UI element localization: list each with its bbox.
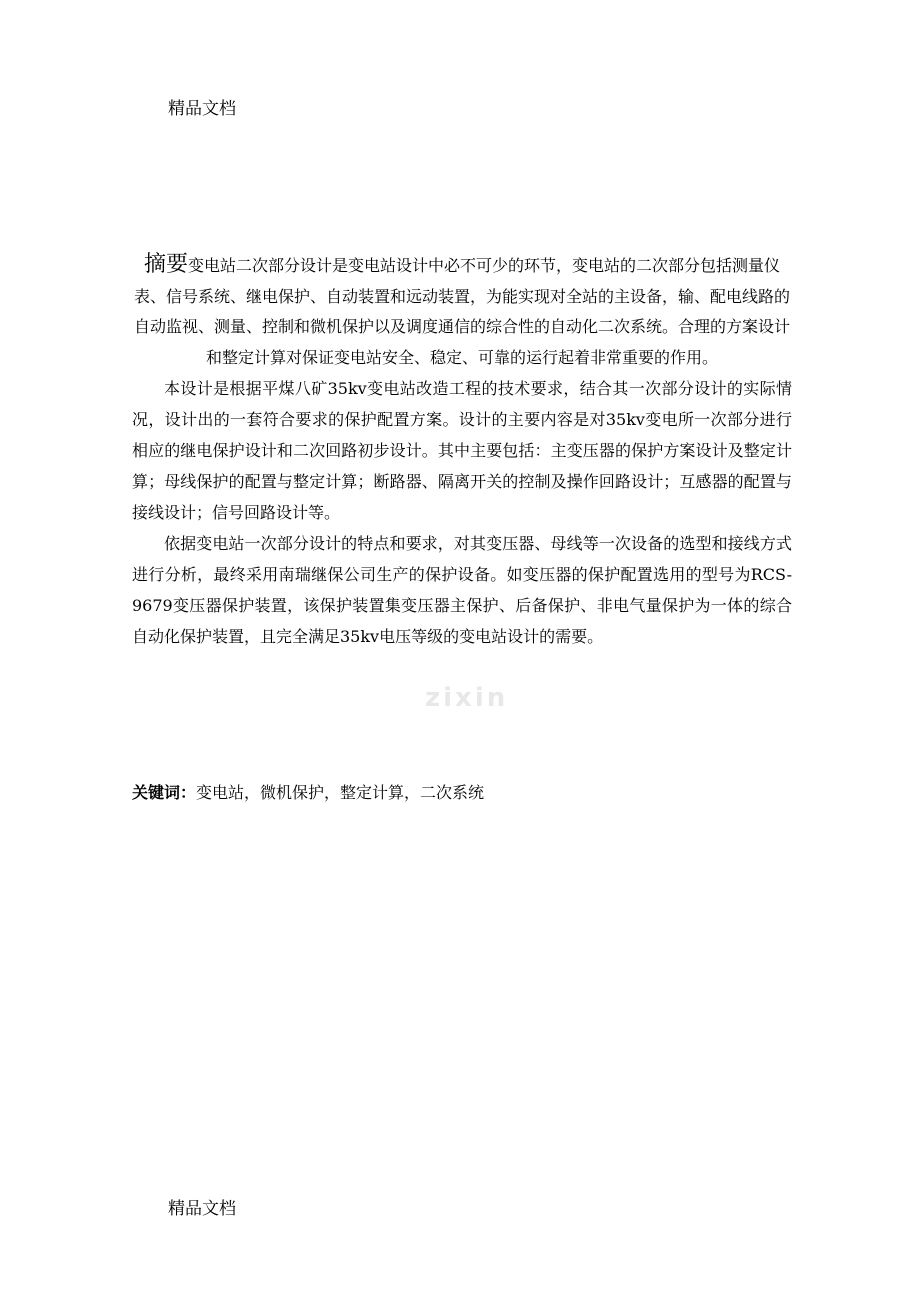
abstract-section	[132, 250, 792, 652]
keywords-line	[132, 780, 484, 806]
abstract-paragraph-1: 本设计是根据平煤八矿35kv变电站改造工程的技术要求，结合其一次部分设计的实际情况，设计出的一套符合要求的保护配置方案。设计的主要内容是对35kv变电所一次部分进行相应的继电保护设计和二次回路初步设计。其中主要包括：主变压器的保护方案设计及整定计算；母线保护的配置与整定计算；断路器、隔离开关的控制及操作回路设计；互感器的配置与接线设计；信号回路设计等。	[132, 379, 792, 522]
footer-watermark-text: 精品文档	[168, 1199, 236, 1219]
background-watermark: zixin	[425, 683, 509, 713]
abstract-intro-block	[132, 250, 792, 373]
keywords-label: 关键词：	[132, 783, 197, 802]
abstract-intro-text: 变电站二次部分设计是变电站设计中必不可少的环节，变电站的二次部分包括测量仪表、信号系统、继电保护、自动装置和远动装置，为能实现对全站的主设备，输、配电线路的自动监视、测量、控制和微机保护以及调度通信的综合性的自动化二次系统。合理的方案设计和整定计算对保证变电站安全、稳定、可靠的运行起着非常重要的作用。	[133, 256, 790, 367]
abstract-paragraph-2: 依据变电站一次部分设计的特点和要求，对其变压器、母线等一次设备的选型和接线方式进行分析，最终采用南瑞继保公司生产的保护设备。如变压器的保护配置选用的型号为RCS-9679变压器保护装置，该保护装置集变压器主保护、后备保护、非电气量保护为一体的综合自动化保护装置，且完全满足35kv电压等级的变电站设计的需要。	[132, 534, 792, 646]
keywords-text: 变电站，微机保护，整定计算，二次系统	[196, 783, 485, 802]
header-watermark-text: 精品文档	[168, 99, 236, 119]
abstract-label: 摘要	[143, 252, 188, 277]
